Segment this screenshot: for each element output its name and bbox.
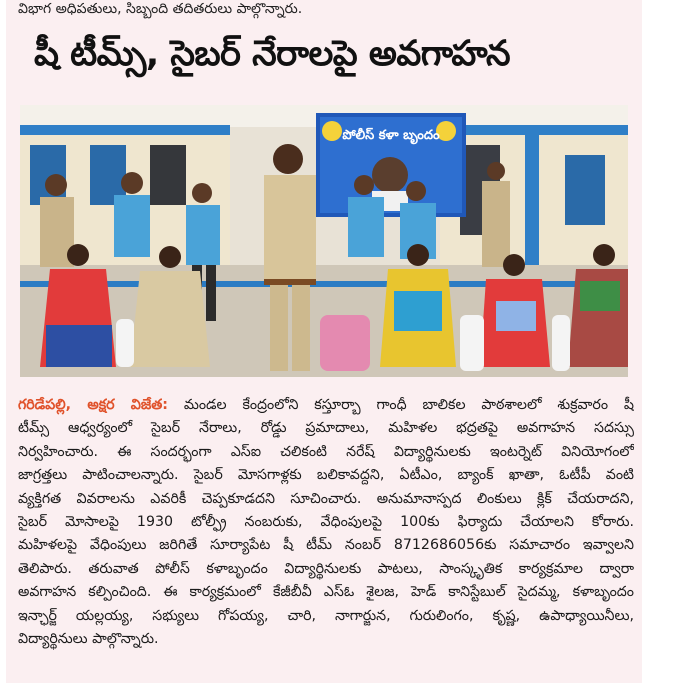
body-line-2: టీమ్స్ ఆధ్వర్యంలో సైబర్ నేరాలు, రోడ్డు ప్రమాదాలు, మహిళల భద్రతపై అవగాహన సదస్సు: [18, 420, 634, 437]
body-line-7: మహిళలపై వేధింపులు జరిగితే సూర్యాపేట షీ టీమ్ నంబర్ 8712686056కు సమాచారం ఇవ్వాలని: [18, 537, 634, 554]
right-margin: [642, 0, 682, 686]
news-photo: [20, 105, 628, 377]
article-body: [18, 394, 634, 674]
banner-text: పోలీస్ కళా బృందం: [342, 128, 440, 143]
body-line-1: గరిడేపల్లి, అక్షర విజేత: మండల కేంద్రంలోని కస్తూర్బా గాంధీ బాలికల పాఠశాలలో శుక్రవారం షీ: [18, 397, 634, 413]
body-line-10: ఇన్ఛార్జ్ యల్లయ్య, సభ్యులు గోపయ్య, చారి, నాగార్జున, గురులింగం, కృష్ణ, ఉపాధ్యాయినీలు,: [18, 607, 634, 624]
body-line-4: జాగ్రత్తలు పాటించాలన్నారు. సైబర్ మోసగాళ్లకు బలికావద్దని, ఏటీఎం, బ్యాంక్ ఖాతా, ఓటీపీ వంటి: [18, 467, 634, 484]
previous-article-tail: విభాగ అధిపతులు, సిబ్బంది తదితరులు పాల్గొన్నారు.: [18, 1, 303, 17]
headline: షీ టీమ్స్, సైబర్ నేరాలపై అవగాహన: [34, 34, 511, 74]
dateline: గరిడేపల్లి, అక్షర విజేత:: [18, 397, 168, 413]
body-line-9: అవగాహన కల్పించింది. ఈ కార్యక్రమంలో కేజీబీవీ ఎస్ఓ శైలజ, హెడ్ కానిస్టేబుల్ సైదమ్మ, కళాబృందం: [18, 584, 634, 601]
newspaper-clipping: [6, 0, 642, 683]
body-line-6: సైబర్ మోసాలపై 1930 టోల్ఫ్రీ నంబరుకు, వేధింపులపై 100కు ఫిర్యాదు చేయాలని కోరారు.: [18, 513, 634, 530]
body-line-8: తెలిపారు. తరువాత పోలీస్ కళాబృందం విద్యార్థినులకు పాటలు, సాంస్కృతిక కార్యక్రమాల ద్వారా: [18, 560, 634, 577]
body-line-3: నిర్వహించారు. ఈ సందర్భంగా ఎస్ఐ చలికంటి నరేష్ విద్యార్థినులకు ఇంటర్నెట్ వినియోగంలో: [18, 443, 634, 460]
body-line-11: విద్యార్థినులు పాల్గొన్నారు.: [18, 630, 159, 647]
body-line-5: వ్యక్తిగత వివరాలను ఎవరికీ చెప్పకూడదని సూచించారు. అనుమానాస్పద లింకులు క్లిక్ చేయరాదని,: [18, 490, 634, 507]
